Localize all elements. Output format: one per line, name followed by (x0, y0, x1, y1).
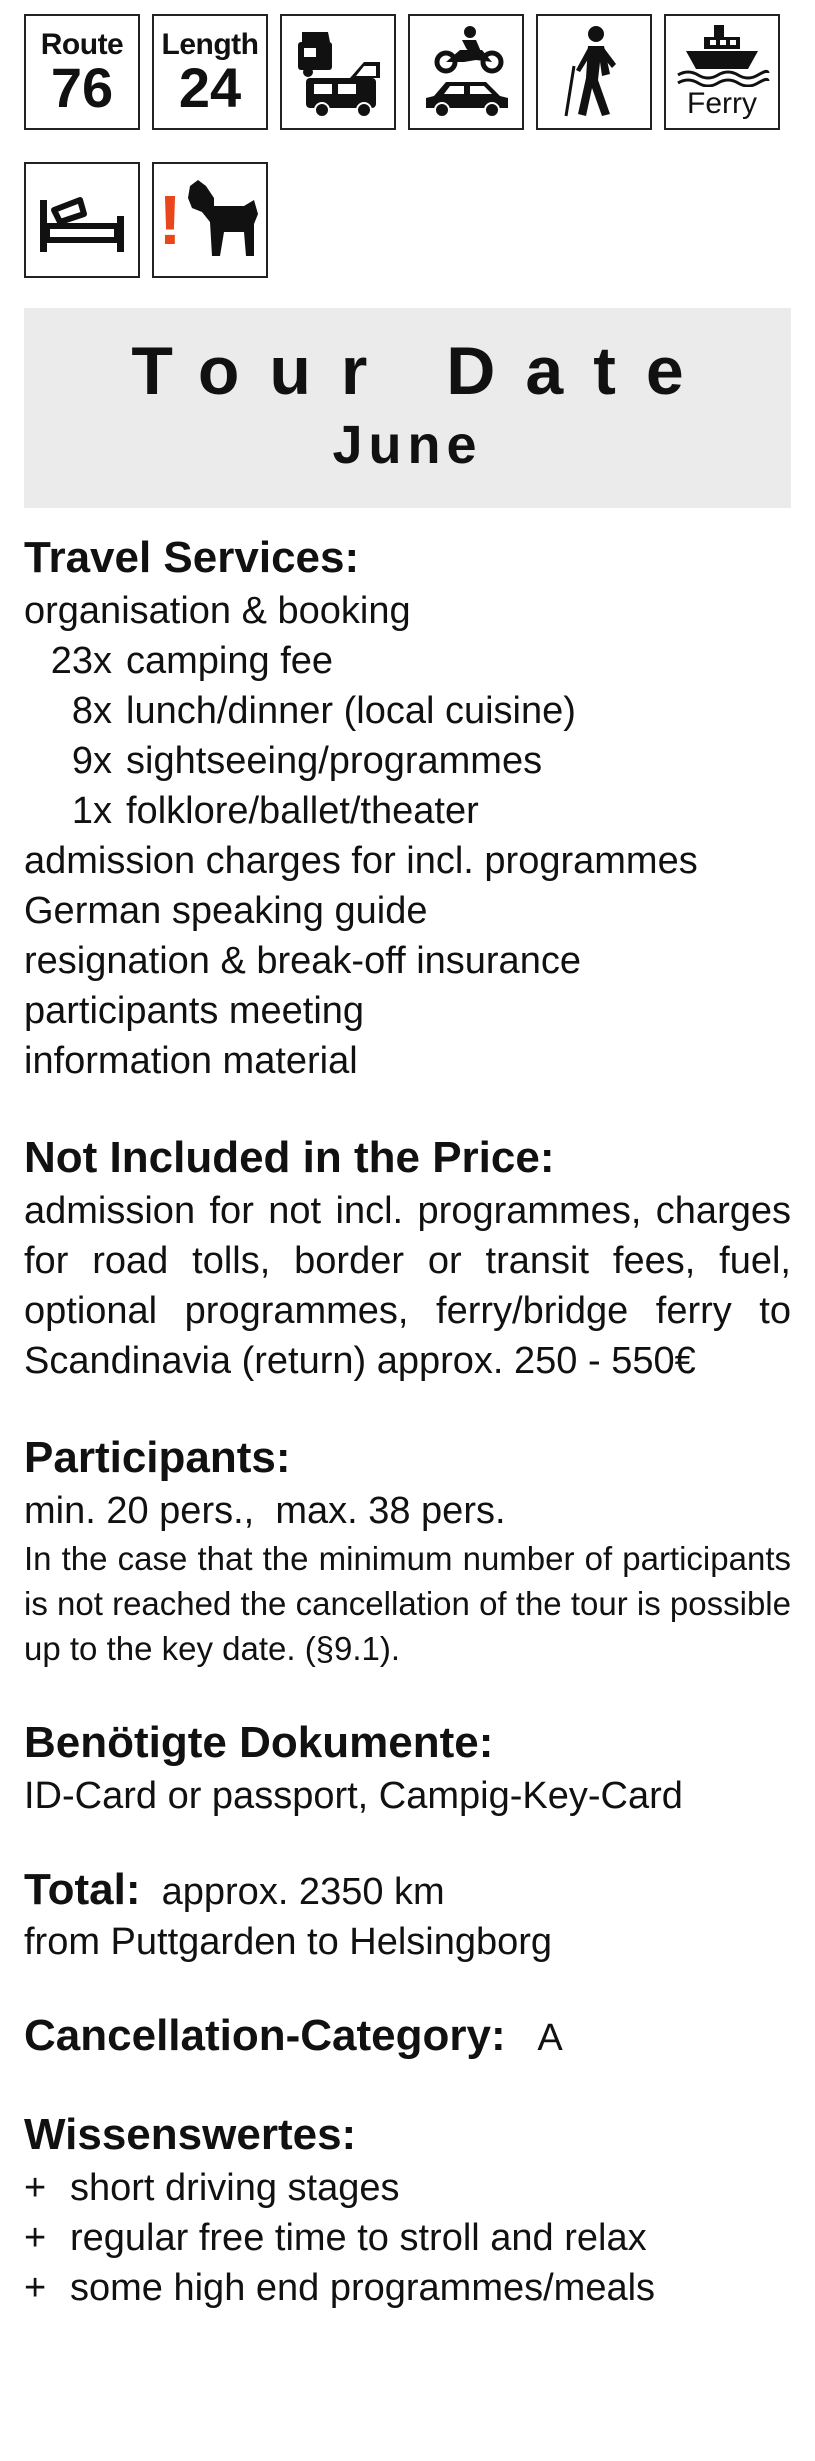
bullet: + (24, 2217, 47, 2259)
feature-icons-row (24, 14, 780, 130)
ferry-ship-icon (672, 23, 772, 87)
ferry-badge (664, 14, 780, 130)
total-distance: approx. 2350 km (161, 1871, 445, 1913)
service-counted-line (24, 686, 791, 736)
service-line: information material (24, 1040, 358, 1082)
length-badge (152, 14, 268, 130)
total-line (24, 1865, 791, 1917)
bullet: + (24, 2167, 47, 2209)
route-label: Route (40, 28, 124, 61)
cancellation-heading: Cancellation-Category: (24, 2011, 506, 2060)
wissenswertes-text: short driving stages (70, 2167, 400, 2209)
service-qty: 23x (50, 640, 112, 682)
dog-warning-mark: ! (158, 181, 182, 259)
service-qty: 1x (71, 790, 112, 832)
service-line: admission charges for incl. programmes (24, 840, 698, 882)
service-text: sightseeing/programmes (126, 740, 543, 782)
route-badge (24, 14, 140, 130)
tour-details (24, 530, 791, 2313)
hiker-icon (536, 14, 652, 130)
service-line: resignation & break-off insurance (24, 940, 581, 982)
feature-icons-row-2 (24, 162, 268, 278)
dog-badge (152, 162, 268, 278)
service-text: lunch/dinner (local cuisine) (126, 690, 576, 732)
motorbike-car-icon (408, 14, 524, 130)
wissenswertes-text: some high end programmes/meals (70, 2267, 656, 2309)
camper-motorhome-icon (280, 14, 396, 130)
service-counted-line (24, 736, 791, 786)
documents-text: ID-Card or passport, Campig-Key-Card (24, 1775, 683, 1817)
ferry-label: Ferry (687, 87, 757, 120)
service-counted-line (24, 636, 791, 686)
tour-date-title: Tour Date (131, 333, 714, 409)
participants-count: min. 20 pers., max. 38 pers. (24, 1490, 506, 1532)
bullet: + (24, 2267, 47, 2309)
wissenswertes-item (24, 2263, 791, 2313)
participants-note: In the case that the minimum number of participants is not reached the cancellation of the tour is possible up to the key date. (§9.1). (24, 1540, 791, 1667)
service-line: organisation & booking (24, 590, 411, 632)
not-included-heading: Not Included in the Price: (24, 1133, 555, 1182)
travel-services-heading: Travel Services: (24, 533, 360, 582)
service-line: participants meeting (24, 990, 365, 1032)
route-number: 76 (50, 56, 114, 119)
dog-icon (184, 170, 262, 270)
participants-heading: Participants: (24, 1433, 291, 1482)
wissenswertes-heading: Wissenswertes: (24, 2110, 357, 2159)
wissenswertes-text: regular free time to stroll and relax (70, 2217, 647, 2259)
service-line: German speaking guide (24, 890, 428, 932)
service-qty: 8x (71, 690, 112, 732)
total-route: from Puttgarden to Helsingborg (24, 1921, 553, 1963)
tour-date-month: June (332, 415, 483, 475)
cancellation-line (24, 2011, 791, 2063)
total-heading: Total: (24, 1865, 141, 1914)
service-qty: 9x (71, 740, 112, 782)
tour-date-banner (24, 308, 791, 508)
not-included-text: admission for not incl. programmes, charges for road tolls, border or transit fees, fuel, optional programmes, ferry/bridge ferry to Scandinavia (return) approx. 250 - 550€ (24, 1190, 791, 1382)
service-text: camping fee (126, 640, 334, 682)
service-counted-line (24, 786, 791, 836)
documents-heading: Benötigte Dokumente: (24, 1718, 494, 1767)
wissenswertes-item (24, 2213, 791, 2263)
bed-icon (24, 162, 140, 278)
length-number: 24 (178, 56, 242, 119)
service-text: folklore/ballet/theater (126, 790, 479, 832)
wissenswertes-item (24, 2163, 791, 2213)
cancellation-value: A (537, 2017, 563, 2059)
length-label: Length (161, 28, 259, 61)
